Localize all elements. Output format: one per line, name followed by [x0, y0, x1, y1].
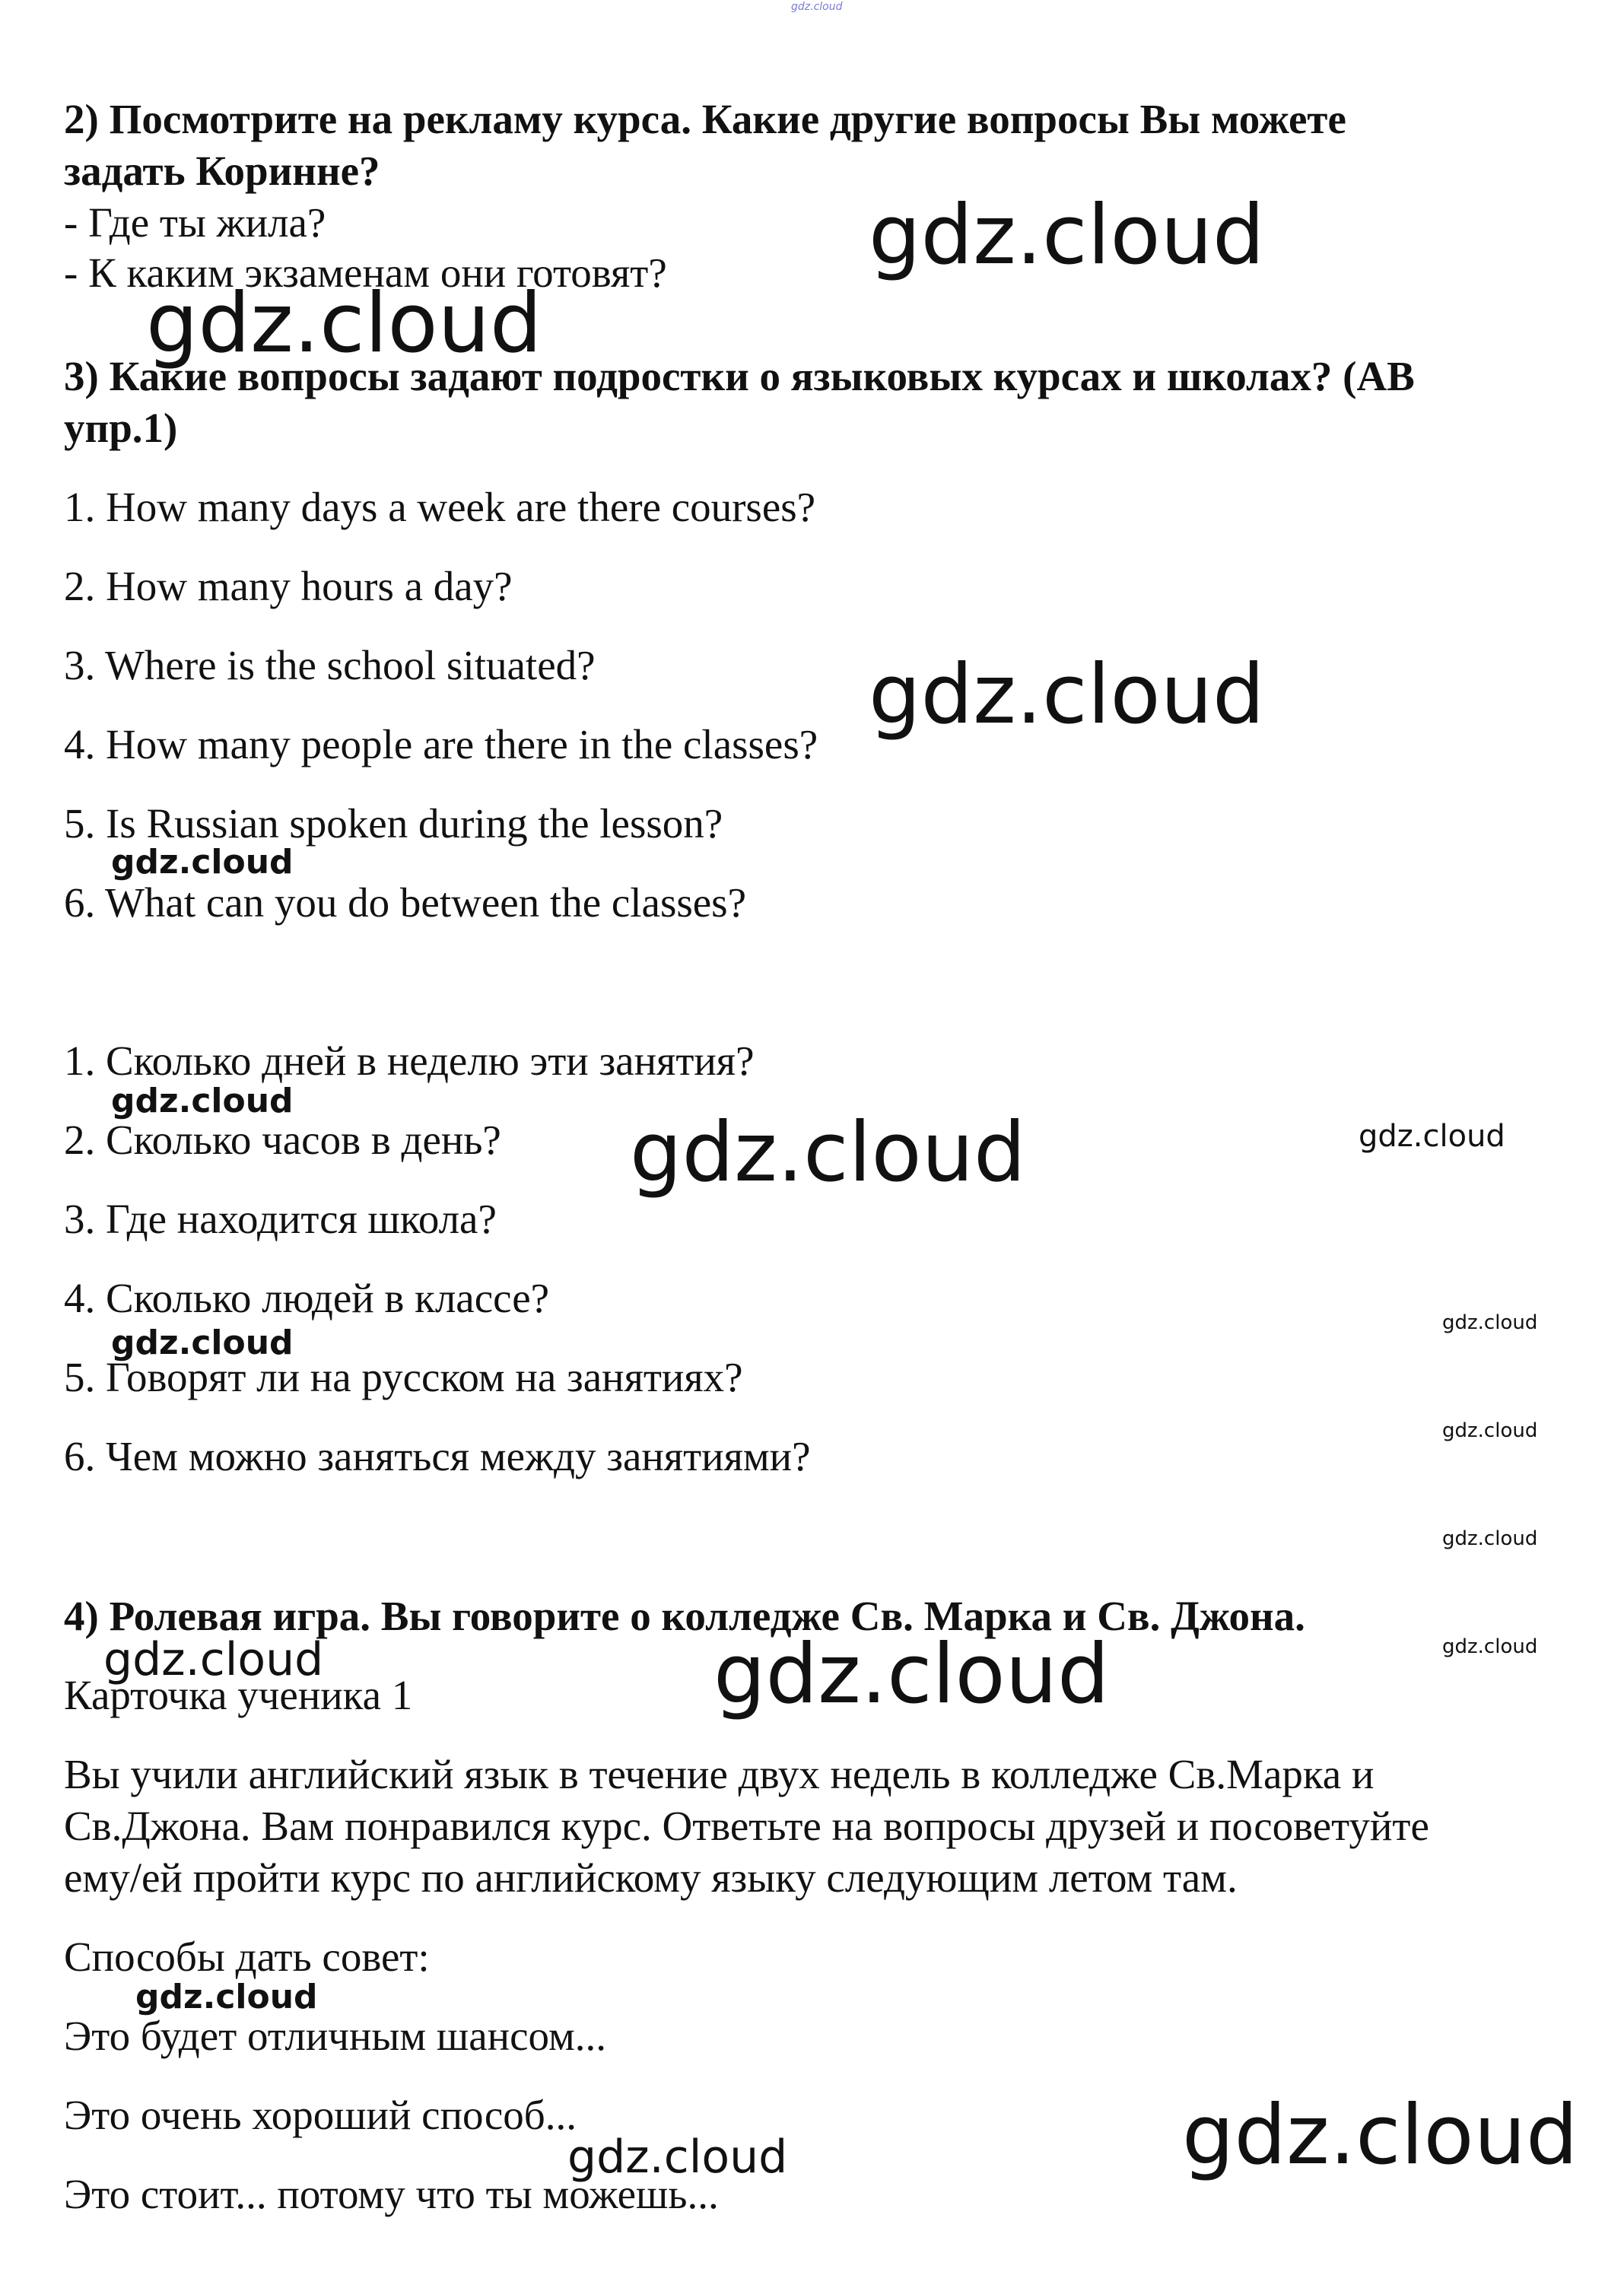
question-en-4: 4. How many people are there in the classes?	[64, 721, 818, 767]
watermark: gdz.cloud	[146, 276, 542, 371]
advice-3: Это стоит... потому что ты можешь...	[64, 2171, 719, 2217]
question-ru-4: 4. Сколько людей в классе?	[64, 1275, 550, 1321]
watermark: gdz.cloud	[1182, 2088, 1578, 2183]
question-ru-2: 2. Сколько часов в день?	[64, 1117, 501, 1163]
watermark: gdz.cloud	[135, 1978, 318, 2016]
watermark: gdz.cloud	[630, 1105, 1026, 1200]
watermark: gdz.cloud	[1442, 1635, 1538, 1658]
paragraph-line-3: ему/ей пройти курс по английскому языку следующим летом там.	[64, 1854, 1238, 1901]
section2-answer-1: - Где ты жила?	[64, 199, 326, 246]
watermark: gdz.cloud	[111, 843, 294, 882]
section3-heading-line2: упр.1)	[64, 405, 178, 451]
top-watermark: gdz.cloud	[791, 1, 843, 13]
question-ru-6: 6. Чем можно заняться между занятиями?	[64, 1433, 811, 1479]
watermark: gdz.cloud	[1442, 1527, 1538, 1550]
watermark: gdz.cloud	[111, 1323, 294, 1362]
advice-title: Способы дать совет:	[64, 1934, 430, 1980]
watermark: gdz.cloud	[103, 1633, 324, 1686]
watermark: gdz.cloud	[1442, 1311, 1538, 1334]
question-en-3: 3. Where is the school situated?	[64, 642, 596, 688]
paragraph-line-1: Вы учили английский язык в течение двух недель в колледже Св.Марка и	[64, 1751, 1375, 1797]
question-en-1: 1. How many days a week are there courses?	[64, 484, 816, 530]
section2-answer-2: - К каким экзаменам они готовят?	[64, 249, 667, 296]
question-ru-5: 5. Говорят ли на русском на занятиях?	[64, 1354, 743, 1400]
watermark: gdz.cloud	[869, 647, 1265, 742]
section3-heading-line1: 3) Какие вопросы задают подростки о языковых курсах и школах? (AB	[64, 353, 1415, 399]
question-en-2: 2. How many hours a day?	[64, 563, 513, 609]
question-en-5: 5. Is Russian spoken during the lesson?	[64, 800, 723, 847]
section4-heading: 4) Ролевая игра. Вы говорите о колледже Св. Марка и Св. Джона.	[64, 1593, 1305, 1639]
watermark: gdz.cloud	[1359, 1119, 1505, 1154]
section2-heading-line1: 2) Посмотрите на рекламу курса. Какие другие вопросы Вы можете	[64, 96, 1346, 142]
question-ru-1: 1. Сколько дней в неделю эти занятия?	[64, 1037, 755, 1084]
question-ru-3: 3. Где находится школа?	[64, 1196, 497, 1242]
watermark: gdz.cloud	[869, 188, 1265, 283]
advice-1: Это будет отличным шансом...	[64, 2013, 607, 2059]
card-title: Карточка ученика 1	[64, 1672, 413, 1718]
question-en-6: 6. What can you do between the classes?	[64, 879, 746, 926]
watermark: gdz.cloud	[111, 1082, 294, 1120]
paragraph-line-2: Св.Джона. Вам понравился курс. Ответьте на вопросы друзей и посоветуйте	[64, 1803, 1429, 1849]
watermark: gdz.cloud	[567, 2131, 788, 2184]
advice-2: Это очень хороший способ...	[64, 2092, 577, 2138]
watermark: gdz.cloud	[713, 1627, 1110, 1722]
watermark: gdz.cloud	[1442, 1419, 1538, 1442]
section2-heading-line2: задать Коринне?	[64, 148, 380, 194]
